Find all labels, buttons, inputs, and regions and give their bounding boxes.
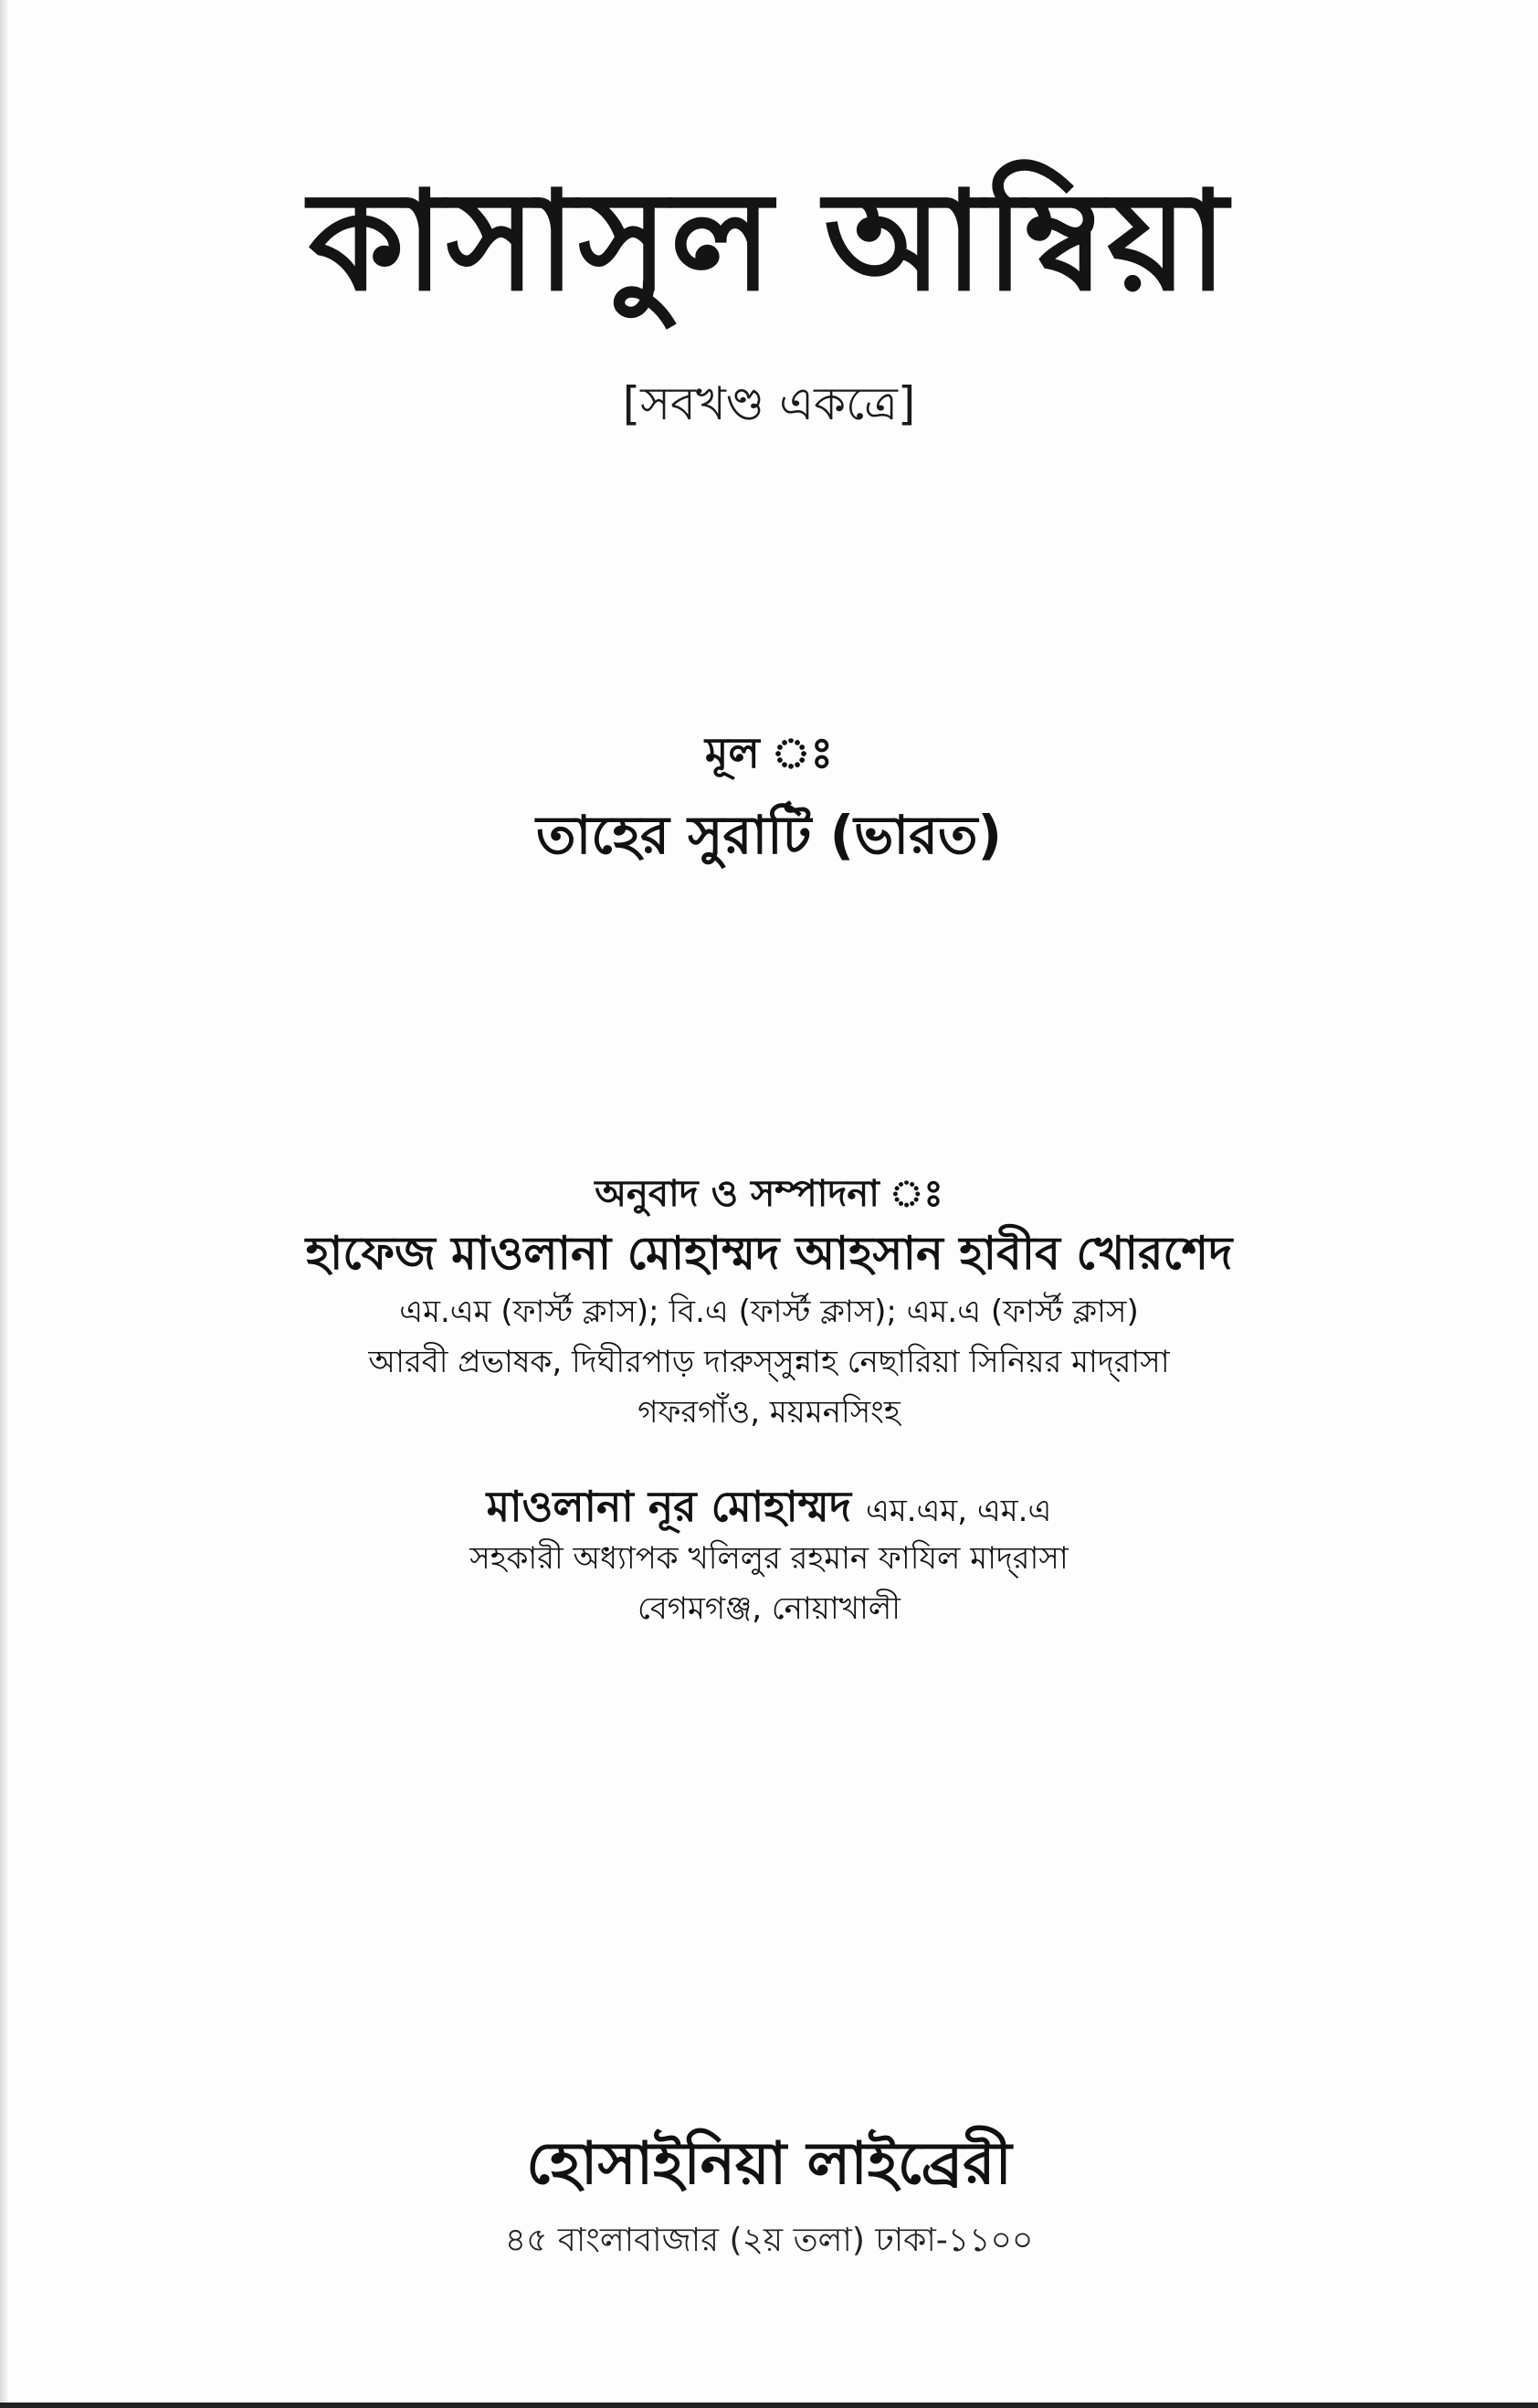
original-author-name: তাহের সুরাটি (ভারত) xyxy=(535,804,1003,866)
publisher-name: হোসাইনিয়া লাইব্রেরী xyxy=(526,2130,1012,2198)
translator-position: আরবী প্রভাষক, দিঘীরপাড় দারুস্সুন্নাহ নেছারিয়া সিনিয়র মাদ্‌রাসা xyxy=(368,1344,1170,1380)
editor-name: মাওলানা নূর মোহাম্মদ xyxy=(486,1482,851,1531)
book-subtitle: [সবখণ্ড একত্রে] xyxy=(622,377,916,430)
editor-degrees: এম.এম, এম.এ xyxy=(866,1493,1052,1529)
original-author-label: মূল ঃ xyxy=(704,728,834,777)
publisher-address: ৪৫ বাংলাবাজার (২য় তলা) ঢাকা-১১০০ xyxy=(504,2222,1034,2259)
translator-degrees: এম.এম (ফার্স্ট ক্লাস); বি.এ (ফার্স্ট ক্লাস); এম.এ (ফার্স্ট ক্লাস) xyxy=(399,1294,1139,1330)
book-title: কাসাসুল আম্বিয়া xyxy=(308,163,1230,322)
page-bottom-edge xyxy=(0,2403,1538,2408)
translator-place: গফরগাঁও, ময়মনসিংহ xyxy=(637,1394,901,1431)
editor-position: সহকারী অধ্যাপক খলিলুর রহমান ফাযিল মাদ্‌রাসা xyxy=(469,1540,1069,1577)
editor-place: বেগমগঞ্জ, নোয়াখালী xyxy=(637,1590,901,1627)
translator-name: হাফেজ মাওলানা মোহাম্মদ আহসান হাবীব খোরশেদ xyxy=(305,1227,1233,1280)
translation-label: অনুবাদ ও সম্পাদনা ঃ xyxy=(595,1173,943,1215)
